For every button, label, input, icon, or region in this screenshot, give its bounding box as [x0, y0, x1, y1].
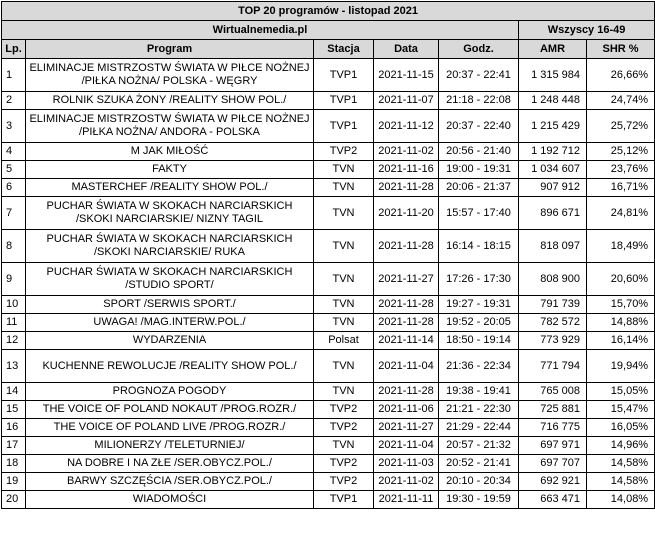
cell-data: 2021-11-04	[374, 350, 439, 383]
cell-data: 2021-11-20	[374, 197, 439, 230]
cell-amr: 896 671	[519, 197, 587, 230]
cell-lp: 15	[2, 401, 26, 419]
cell-stacja: TVN	[314, 179, 374, 197]
table-row	[2, 110, 655, 143]
cell-shr: 15,70%	[587, 296, 655, 314]
cell-shr: 24,74%	[587, 92, 655, 110]
cell-godz: 19:52 - 20:05	[439, 314, 519, 332]
cell-lp: 19	[2, 473, 26, 491]
cell-godz: 20:56 - 21:40	[439, 143, 519, 161]
table-row	[2, 455, 655, 473]
cell-shr: 14,58%	[587, 455, 655, 473]
cell-amr: 907 912	[519, 179, 587, 197]
cell-amr: 808 900	[519, 263, 587, 296]
cell-data: 2021-11-16	[374, 161, 439, 179]
cell-shr: 14,08%	[587, 491, 655, 509]
cell-shr: 20,60%	[587, 263, 655, 296]
cell-shr: 19,94%	[587, 350, 655, 383]
cell-shr: 15,05%	[587, 383, 655, 401]
cell-data: 2021-11-12	[374, 110, 439, 143]
cell-shr: 16,05%	[587, 419, 655, 437]
cell-shr: 14,96%	[587, 437, 655, 455]
cell-program: ROLNIK SZUKA ŻONY /REALITY SHOW POL./	[26, 92, 314, 110]
cell-program: WIADOMOŚCI	[26, 491, 314, 509]
cell-program: UWAGA! /MAG.INTERW.POL./	[26, 314, 314, 332]
cell-shr: 14,88%	[587, 314, 655, 332]
table-row	[2, 491, 655, 509]
cell-stacja: TVN	[314, 314, 374, 332]
cell-godz: 17:26 - 17:30	[439, 263, 519, 296]
cell-lp: 3	[2, 110, 26, 143]
cell-amr: 1 034 607	[519, 161, 587, 179]
cell-data: 2021-11-27	[374, 263, 439, 296]
header-stacja: Stacja	[314, 40, 374, 59]
cell-amr: 782 572	[519, 314, 587, 332]
cell-program: NA DOBRE I NA ZŁE /SER.OBYCZ.POL./	[26, 455, 314, 473]
cell-godz: 19:00 - 19:31	[439, 161, 519, 179]
cell-godz: 20:06 - 21:37	[439, 179, 519, 197]
ratings-table	[1, 1, 655, 509]
cell-stacja: TVP1	[314, 92, 374, 110]
table-row	[2, 230, 655, 263]
cell-lp: 10	[2, 296, 26, 314]
cell-lp: 5	[2, 161, 26, 179]
table-row	[2, 473, 655, 491]
cell-lp: 9	[2, 263, 26, 296]
cell-godz: 19:38 - 19:41	[439, 383, 519, 401]
cell-stacja: TVP1	[314, 491, 374, 509]
cell-amr: 1 248 448	[519, 92, 587, 110]
table-row	[2, 437, 655, 455]
cell-godz: 21:29 - 22:44	[439, 419, 519, 437]
cell-stacja: Polsat	[314, 332, 374, 350]
audience-group: Wszyscy 16-49	[519, 21, 655, 40]
cell-lp: 6	[2, 179, 26, 197]
table-row	[2, 350, 655, 383]
cell-godz: 21:21 - 22:30	[439, 401, 519, 419]
cell-amr: 663 471	[519, 491, 587, 509]
cell-shr: 24,81%	[587, 197, 655, 230]
cell-godz: 20:57 - 21:32	[439, 437, 519, 455]
table-row	[2, 419, 655, 437]
cell-lp: 17	[2, 437, 26, 455]
cell-amr: 692 921	[519, 473, 587, 491]
cell-godz: 20:37 - 22:40	[439, 110, 519, 143]
table-row	[2, 161, 655, 179]
cell-lp: 12	[2, 332, 26, 350]
table-row	[2, 179, 655, 197]
cell-stacja: TVN	[314, 230, 374, 263]
cell-shr: 16,71%	[587, 179, 655, 197]
cell-shr: 18,49%	[587, 230, 655, 263]
header-lp: Lp.	[2, 40, 26, 59]
cell-stacja: TVN	[314, 437, 374, 455]
cell-program: WYDARZENIA	[26, 332, 314, 350]
table-row	[2, 296, 655, 314]
cell-data: 2021-11-07	[374, 92, 439, 110]
cell-program: SPORT /SERWIS SPORT./	[26, 296, 314, 314]
cell-data: 2021-11-02	[374, 473, 439, 491]
cell-data: 2021-11-28	[374, 296, 439, 314]
cell-program: PROGNOZA POGODY	[26, 383, 314, 401]
table-title: TOP 20 programów - listopad 2021	[2, 2, 655, 21]
cell-program: PUCHAR ŚWIATA W SKOKACH NARCIARSKICH /STUDIO SPORT/	[26, 263, 314, 296]
cell-amr: 771 794	[519, 350, 587, 383]
cell-godz: 16:14 - 18:15	[439, 230, 519, 263]
cell-amr: 1 215 429	[519, 110, 587, 143]
cell-godz: 19:30 - 19:59	[439, 491, 519, 509]
header-program: Program	[26, 40, 314, 59]
cell-program: MASTERCHEF /REALITY SHOW POL./	[26, 179, 314, 197]
cell-amr: 791 739	[519, 296, 587, 314]
cell-amr: 716 775	[519, 419, 587, 437]
cell-stacja: TVN	[314, 296, 374, 314]
cell-data: 2021-11-02	[374, 143, 439, 161]
cell-lp: 1	[2, 59, 26, 92]
cell-godz: 20:37 - 22:41	[439, 59, 519, 92]
header-godz: Godz.	[439, 40, 519, 59]
cell-amr: 1 315 984	[519, 59, 587, 92]
cell-stacja: TVP2	[314, 419, 374, 437]
cell-data: 2021-11-27	[374, 419, 439, 437]
cell-lp: 14	[2, 383, 26, 401]
cell-lp: 16	[2, 419, 26, 437]
cell-lp: 7	[2, 197, 26, 230]
cell-data: 2021-11-28	[374, 179, 439, 197]
cell-amr: 725 881	[519, 401, 587, 419]
cell-lp: 11	[2, 314, 26, 332]
cell-data: 2021-11-11	[374, 491, 439, 509]
table-row	[2, 59, 655, 92]
cell-godz: 20:10 - 20:34	[439, 473, 519, 491]
cell-godz: 20:52 - 21:41	[439, 455, 519, 473]
cell-amr: 765 008	[519, 383, 587, 401]
cell-stacja: TVP1	[314, 59, 374, 92]
cell-amr: 1 192 712	[519, 143, 587, 161]
cell-stacja: TVN	[314, 263, 374, 296]
cell-program: ELIMINACJE MISTRZOSTW ŚWIATA W PIŁCE NOŻNEJ /PIŁKA NOŻNA/ POLSKA - WĘGRY	[26, 59, 314, 92]
cell-data: 2021-11-28	[374, 383, 439, 401]
cell-program: KUCHENNE REWOLUCJE /REALITY SHOW POL./	[26, 350, 314, 383]
cell-godz: 21:36 - 22:34	[439, 350, 519, 383]
header-shr: SHR %	[587, 40, 655, 59]
cell-data: 2021-11-15	[374, 59, 439, 92]
cell-shr: 14,58%	[587, 473, 655, 491]
cell-data: 2021-11-28	[374, 230, 439, 263]
cell-stacja: TVN	[314, 350, 374, 383]
cell-lp: 18	[2, 455, 26, 473]
source-label: Wirtualnemedia.pl	[2, 21, 519, 40]
cell-stacja: TVP1	[314, 110, 374, 143]
cell-lp: 2	[2, 92, 26, 110]
cell-stacja: TVP2	[314, 455, 374, 473]
cell-stacja: TVP2	[314, 473, 374, 491]
table-row	[2, 314, 655, 332]
cell-program: FAKTY	[26, 161, 314, 179]
table-row	[2, 263, 655, 296]
cell-data: 2021-11-28	[374, 314, 439, 332]
cell-shr: 26,66%	[587, 59, 655, 92]
cell-program: PUCHAR ŚWIATA W SKOKACH NARCIARSKICH /SKOKI NARCIARSKIE/ RUKA	[26, 230, 314, 263]
cell-shr: 15,47%	[587, 401, 655, 419]
cell-lp: 13	[2, 350, 26, 383]
table-row	[2, 383, 655, 401]
cell-shr: 23,76%	[587, 161, 655, 179]
cell-shr: 16,14%	[587, 332, 655, 350]
cell-lp: 4	[2, 143, 26, 161]
table-row	[2, 143, 655, 161]
cell-shr: 25,72%	[587, 110, 655, 143]
cell-stacja: TVN	[314, 383, 374, 401]
cell-amr: 697 971	[519, 437, 587, 455]
cell-program: BARWY SZCZĘŚCIA /SER.OBYCZ.POL./	[26, 473, 314, 491]
table-row	[2, 197, 655, 230]
cell-program: PUCHAR ŚWIATA W SKOKACH NARCIARSKICH /SKOKI NARCIARSKIE/ NIZNY TAGIL	[26, 197, 314, 230]
cell-stacja: TVP2	[314, 143, 374, 161]
cell-data: 2021-11-04	[374, 437, 439, 455]
cell-program: M JAK MIŁOŚĆ	[26, 143, 314, 161]
cell-data: 2021-11-06	[374, 401, 439, 419]
table-row	[2, 401, 655, 419]
cell-shr: 25,12%	[587, 143, 655, 161]
cell-data: 2021-11-03	[374, 455, 439, 473]
cell-godz: 21:18 - 22:08	[439, 92, 519, 110]
cell-amr: 818 097	[519, 230, 587, 263]
cell-stacja: TVN	[314, 161, 374, 179]
cell-godz: 15:57 - 17:40	[439, 197, 519, 230]
cell-lp: 8	[2, 230, 26, 263]
header-data: Data	[374, 40, 439, 59]
cell-stacja: TVP2	[314, 401, 374, 419]
cell-data: 2021-11-14	[374, 332, 439, 350]
table-row	[2, 332, 655, 350]
cell-godz: 19:27 - 19:31	[439, 296, 519, 314]
cell-program: MILIONERZY /TELETURNIEJ/	[26, 437, 314, 455]
cell-program: THE VOICE OF POLAND NOKAUT /PROG.ROZR./	[26, 401, 314, 419]
cell-godz: 18:50 - 19:14	[439, 332, 519, 350]
cell-stacja: TVN	[314, 197, 374, 230]
cell-amr: 697 707	[519, 455, 587, 473]
cell-lp: 20	[2, 491, 26, 509]
header-amr: AMR	[519, 40, 587, 59]
cell-program: ELIMINACJE MISTRZOSTW ŚWIATA W PIŁCE NOŻNEJ /PIŁKA NOŻNA/ ANDORA - POLSKA	[26, 110, 314, 143]
table-row	[2, 92, 655, 110]
cell-program: THE VOICE OF POLAND LIVE /PROG.ROZR./	[26, 419, 314, 437]
cell-amr: 773 929	[519, 332, 587, 350]
